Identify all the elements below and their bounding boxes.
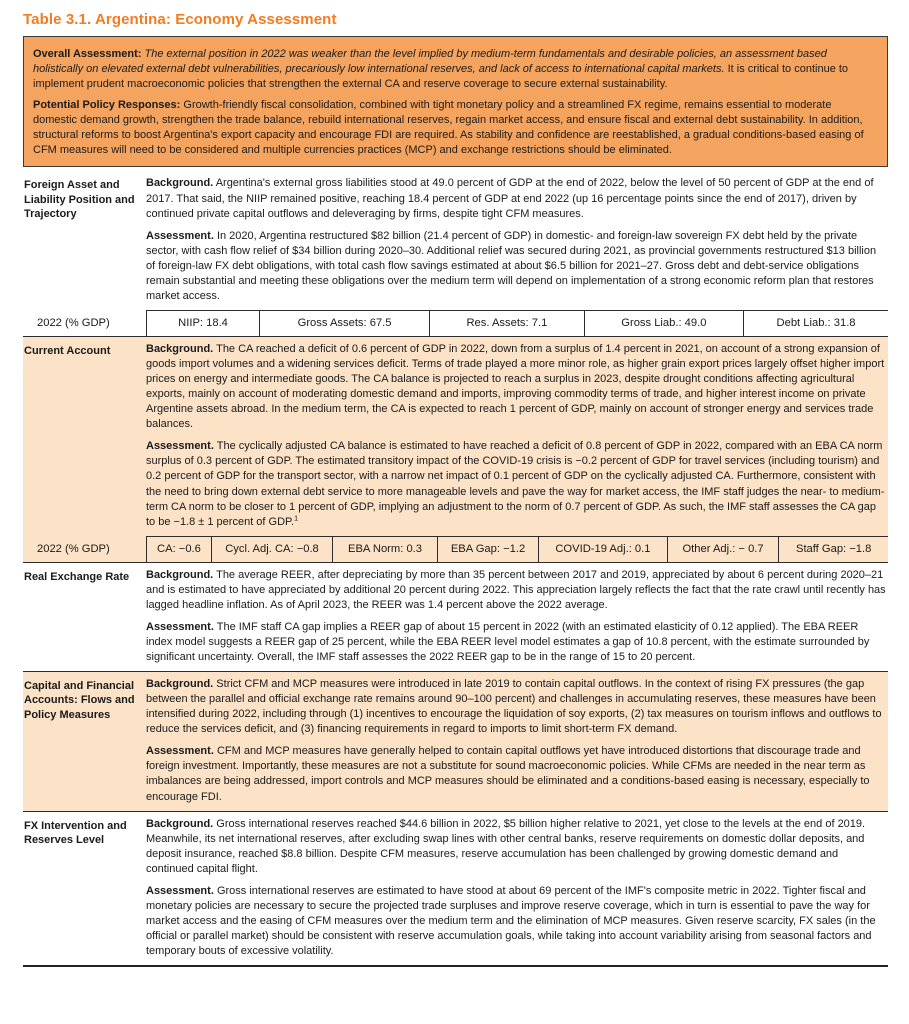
assessment-lead: Assessment. xyxy=(146,229,214,242)
stat-cell-covid-adj: COVID-19 Adj.: 0.1 xyxy=(538,537,667,562)
assessment-lead: Assessment. xyxy=(146,620,214,633)
stat-cell-other-adj: Other Adj.: − 0.7 xyxy=(667,537,779,562)
stats-row-label: 2022 (% GDP) xyxy=(37,316,110,329)
background-lead: Background. xyxy=(146,177,214,190)
stats-row-ca-gap xyxy=(23,536,888,563)
section-label: Real Exchange Rate xyxy=(24,570,130,583)
assessment-table-body xyxy=(23,171,888,967)
stat-cell-gross-assets: Gross Assets: 67.5 xyxy=(259,311,429,336)
assessment-text: The IMF staff CA gap implies a REER gap of about 15 percent in 2022 (with an estimated elasticity of 0.12 applied). The EBA REER index model suggests a REER gap of 25 percent, while the EBA REER level model estimates a gap of 10.8 percent, with the estimate surrounded by significant uncertainty. Overall, the IMF staff assesses the 2022 REER gap to be in the range of 15 to 20 percent. xyxy=(146,620,870,663)
background-lead: Background. xyxy=(146,817,214,830)
background-text: Gross international reserves reached $44.6 billion in 2022, $5 billion higher relative to 2021, yet close to the levels at the end of 2019. Meanwhile, its net international reserves, after excluding swap lines with other central banks, reserve requirements on domestic dollar deposits, and deposit insurance, reached $8.8 billion. Despite CFM measures, reserve accumulation has been challenged by growing domestic demand and continued capital flight. xyxy=(146,817,866,875)
section-content xyxy=(146,342,888,530)
overall-assessment-normal-text: It is critical to continue to implement prudent macroeconomic policies that strengthen the external CA and reserve coverage to secure external sustainability. xyxy=(33,63,849,91)
background-paragraph xyxy=(146,568,886,613)
overall-assessment-italic-text: The external position in 2022 was weaker than the level implied by medium-term fundamentals and desirable policies, an assessment based holistically on elevated external debt vulnerabilities, precariously low international reserves, and lack of access to international capital markets. xyxy=(33,48,827,76)
overall-assessment-label: Overall Assessment: xyxy=(33,48,142,60)
stat-cell-ca: CA: −0.6 xyxy=(157,542,201,555)
background-text: The CA reached a deficit of 0.6 percent of GDP in 2022, down from a surplus of 1.4 percent in 2021, on account of a strong expansion of goods import volumes and a widening services deficit. Terms of trade played a more minor role, as higher grain export prices largely offset higher import prices on energy and intermediate goods. The CA balance is projected to reach a surplus in 2023, despite drought conditions affecting agricultural exports, mainly on account of moderating domestic demand and imports, improving commodity terms of trade, and higher interest income on private Argentine assets abroad. In the medium term, the CA is expected to reach 1 percent of GDP, mainly on account of stronger energy and services trade balances. xyxy=(146,342,885,431)
section-label: FX Intervention and Reserves Level xyxy=(24,819,127,846)
background-paragraph xyxy=(146,677,886,737)
overall-assessment-paragraph xyxy=(33,47,877,92)
section-content xyxy=(146,677,888,805)
background-text: The average REER, after depreciating by more than 35 percent between 2017 and 2019, appreciated by about 6 percent during 2020–21 and is estimated to have appreciated by additional 20 percent during 2022. This appreciation largely reflects the fact that the rate crawl until recently has lagged headline inflation. As of April 2023, the REER was 1.4 percent above the 2022 average. xyxy=(146,568,886,611)
section-content xyxy=(146,817,888,960)
background-paragraph xyxy=(146,176,886,221)
assessment-paragraph xyxy=(146,884,886,959)
stats-row-niip xyxy=(23,310,888,337)
assessment-paragraph xyxy=(146,744,886,804)
stat-cell-eba-norm: EBA Norm: 0.3 xyxy=(332,537,437,562)
stat-cell-eba-gap: EBA Gap: −1.2 xyxy=(437,537,538,562)
stat-cell-res-assets: Res. Assets: 7.1 xyxy=(429,311,584,336)
policy-responses-paragraph xyxy=(33,98,877,158)
stat-cell-gross-liab: Gross Liab.: 49.0 xyxy=(584,311,743,336)
section-capital-financial xyxy=(23,672,888,812)
section-fx-intervention xyxy=(23,812,888,968)
section-content xyxy=(146,176,888,304)
stat-cell-niip: NIIP: 18.4 xyxy=(178,316,228,329)
assessment-lead: Assessment. xyxy=(146,745,214,758)
background-text: Strict CFM and MCP measures were introduced in late 2019 to contain capital outflows. In the context of rising FX pressures (the gap between the parallel and official exchange rate remains around 90–100 percent) and challenges in accumulating reserves, these measures have been intensified during 2022, including through (1) incentives to encourage the liquidation of soy exports, (2) tax measures on tourism inflows and outflows to reduce the services deficit, and (3) financing requirements in regard to imports to limit short-term FX demand. xyxy=(146,678,882,736)
assessment-paragraph xyxy=(146,620,886,665)
section-label: Capital and Financial Accounts: Flows and Policy Measures xyxy=(24,680,135,721)
assessment-lead: Assessment. xyxy=(146,884,214,897)
section-real-exchange-rate xyxy=(23,563,888,672)
section-label: Foreign Asset and Liability Position and Trajectory xyxy=(24,179,135,221)
section-foreign-asset xyxy=(23,171,888,310)
background-lead: Background. xyxy=(146,568,214,581)
page-title: Table 3.1. Argentina: Economy Assessment xyxy=(23,11,337,28)
assessment-text: Gross international reserves are estimated to have stood at about 69 percent of the IMF's composite metric in 2022. Tighter fiscal and monetary policies are necessary to secure the projected trade surpluses and improve reserve coverage, which in turn is essential to pave the way for market access and the easing of CFM measures over the medium term and the elimination of MCP measures. Given reserve scarcity, FX sales (in the official or parallel market) should be consistent with reserve accumulation goals, while taking into account variability arising from seasonal factors and temporary bouts of excessive volatility. xyxy=(146,884,876,958)
assessment-paragraph xyxy=(146,229,886,304)
stats-row-label: 2022 (% GDP) xyxy=(37,542,110,555)
policy-responses-text: Growth-friendly fiscal consolidation, combined with tight monetary policy and a streamlined FX regime, remains essential to moderate domestic demand growth, strengthen the trade balance, rebuild international reserves, regain market access, and ensure fiscal and external debt sustainability. In addition, structural reforms to boost Argentina's export capacity and encourage FDI are required. As stability and confidence are reestablished, a gradual conditions-based easing of CFM measures will need to be considered and multiple currencies practices (MCP) and exchange restrictions should be eliminated. xyxy=(33,99,864,157)
section-label: Current Account xyxy=(24,344,111,357)
overall-assessment-box xyxy=(23,36,888,167)
stat-cell-cycl-adj-ca: Cycl. Adj. CA: −0.8 xyxy=(211,537,332,562)
section-content xyxy=(146,568,888,665)
stats-cells xyxy=(146,536,888,562)
assessment-lead: Assessment. xyxy=(146,440,214,453)
stats-cells xyxy=(146,310,888,336)
footnote-marker: 1 xyxy=(294,512,299,522)
assessment-paragraph xyxy=(146,439,886,529)
background-lead: Background. xyxy=(146,342,214,355)
section-current-account xyxy=(23,337,888,536)
background-paragraph xyxy=(146,817,886,877)
assessment-text: In 2020, Argentina restructured $82 billion (21.4 percent of GDP) in domestic- and foreign-law sovereign FX debt held by the private sector, with cash flow relief of $34 billion during 2020–30. Additional relief was secured during 2021, as provincial governments restructured $13 billion of foreign-law FX debt obligations, with total cash flow savings estimated at about $6.5 billion for 2021–27. Gross debt and debt-service obligations remain substantial and meeting these obligations over the medium term will depend on implementation of a strong economic reform plan that restores market access. xyxy=(146,229,877,302)
stat-cell-staff-gap: Staff Gap: −1.8 xyxy=(778,537,888,562)
background-lead: Background. xyxy=(146,678,214,691)
stat-cell-debt-liab: Debt Liab.: 31.8 xyxy=(743,311,888,336)
assessment-text: CFM and MCP measures have generally helped to contain capital outflows yet have introduced distortions that discourage trade and foreign investment. Importantly, these measures are not a substitute for sound macroeconomic policies. While CFMs are needed in the near term as imbalances are being addressed, import controls and MCP measures should be eliminated and a conditions-based easing is necessary, especially to encourage FDI. xyxy=(146,745,870,803)
background-text: Argentina's external gross liabilities stood at 49.0 percent of GDP at the end of 2022, below the level of 50 percent of GDP at the end of 2017. That said, the NIIP remained positive, reaching 18.4 percent of GDP at end 2022 (up 16 percentage points since the end of 2017), driven by continued private capital outflows and deleveraging by firms, despite tight CFM measures. xyxy=(146,177,874,220)
background-paragraph xyxy=(146,342,886,432)
policy-responses-label: Potential Policy Responses: xyxy=(33,99,181,112)
assessment-text: The cyclically adjusted CA balance is estimated to have reached a deficit of 0.8 percent of GDP in 2022, compared with an EBA CA norm surplus of 0.3 percent of GDP. The estimated transitory impact of the COVID-19 crisis is −0.2 percent of GDP for travel services (including tourism) and 0.2 percent of GDP for the transport sector, with a narrow net impact of 0.1 percent of GDP on the cyclically adjusted CA. Furthermore, consistent with the need to bring down external debt service to more manageable levels and pave the way for market access, the IMF staff judges the near- to medium-term CA norm to be closer to 1 percent of GDP, implying an adjustment to the norm of 0.7 percent of GDP. As such, the IMF staff assesses the CA gap to be −1.8 ± 1 percent of GDP. xyxy=(146,440,885,528)
